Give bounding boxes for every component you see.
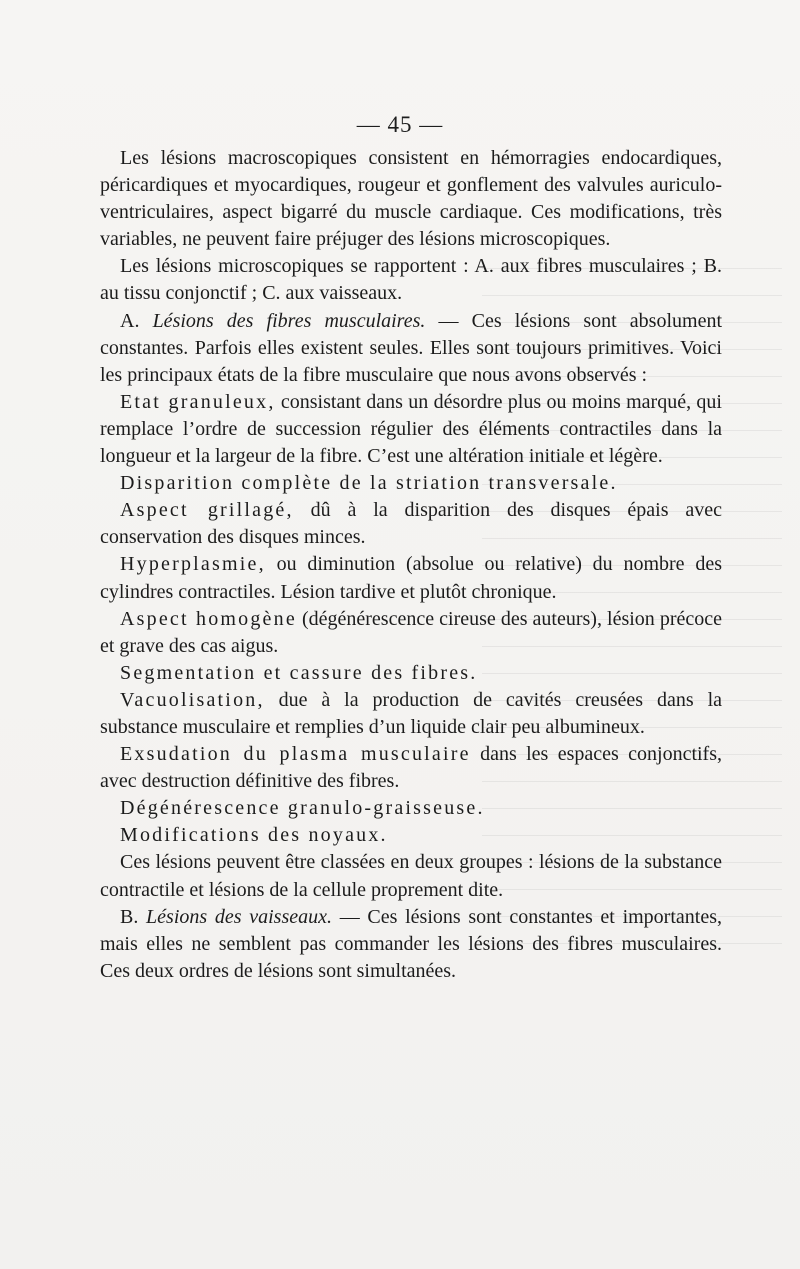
- paragraph-granular-state: Etat granuleux, consistant dans un désordre plus ou moins marqué, qui remplace l’ordre de succession régulier des éléments contractiles dans la longueur et la largeur de la fibre. C’est une altération initiale et légère.: [100, 390, 722, 468]
- paragraph-striation-loss: Disparition complète de la striation transversale.: [120, 472, 618, 495]
- paragraph-nuclei-modifications: Modifications des noyaux.: [120, 824, 388, 847]
- paragraph-grilled-aspect: Aspect grillagé, dû à la disparition des disques épais avec conservation des disques minces.: [100, 499, 722, 549]
- paragraph-muscle-fiber-lesions: A. Lésions des fibres musculaires. — Ces lésions sont absolument constantes. Parfois elles existent seules. Elles sont toujours primitives. Voici les principaux états de la fibre musculaire que nous avons observés :: [100, 309, 723, 386]
- page-number: — 45 —: [356, 112, 444, 137]
- paragraph-macroscopic-lesions: Les lésions macroscopiques consistent en hémorragies endocardiques, péricardiques et myocardiques, rougeur et gonflement des valvules auriculo-ventriculaires, aspect bigarré du muscle cardiaque. Ces modifications, très variables, ne peuvent faire préjuger des lésions microscopiques.: [100, 147, 722, 251]
- paragraph-homogeneous-aspect: Aspect homogène (dégénérescence cireuse des auteurs), lésion précoce et grave des cas aigus.: [100, 607, 723, 657]
- paragraph-plasma-exudation: Exsudation du plasma musculaire dans les espaces conjonctifs, avec destruction définitive des fibres.: [100, 743, 723, 793]
- paragraph-fatty-degeneration: Dégénérescence granulo-graisseuse.: [120, 797, 485, 820]
- body-text: [100, 145, 722, 985]
- paragraph-segmentation: Segmentation et cassure des fibres.: [120, 661, 478, 684]
- paragraph-vacuolisation: Vacuolisation, due à la production de cavités creusées dans la substance musculaire et remplies d’un liquide clair peu albumineux.: [100, 688, 722, 738]
- paragraph-lesion-groups: Ces lésions peuvent être classées en deux groupes : lésions de la substance contractile et lésions de la cellule proprement dite.: [100, 851, 722, 901]
- paragraph-vessel-lesions: B. Lésions des vaisseaux. — Ces lésions sont constantes et importantes, mais elles ne semblent pas commander les lésions des fibres musculaires. Ces deux ordres de lésions sont simultanées.: [100, 905, 722, 982]
- paragraph-hyperplasmie: Hyperplasmie, ou diminution (absolue ou relative) du nombre des cylindres contractiles. Lésion tardive et plutôt chronique.: [100, 553, 723, 603]
- paragraph-microscopic-lesions-intro: Les lésions microscopiques se rapportent : A. aux fibres musculaires ; B. au tissu conjonctif ; C. aux vaisseaux.: [100, 255, 722, 305]
